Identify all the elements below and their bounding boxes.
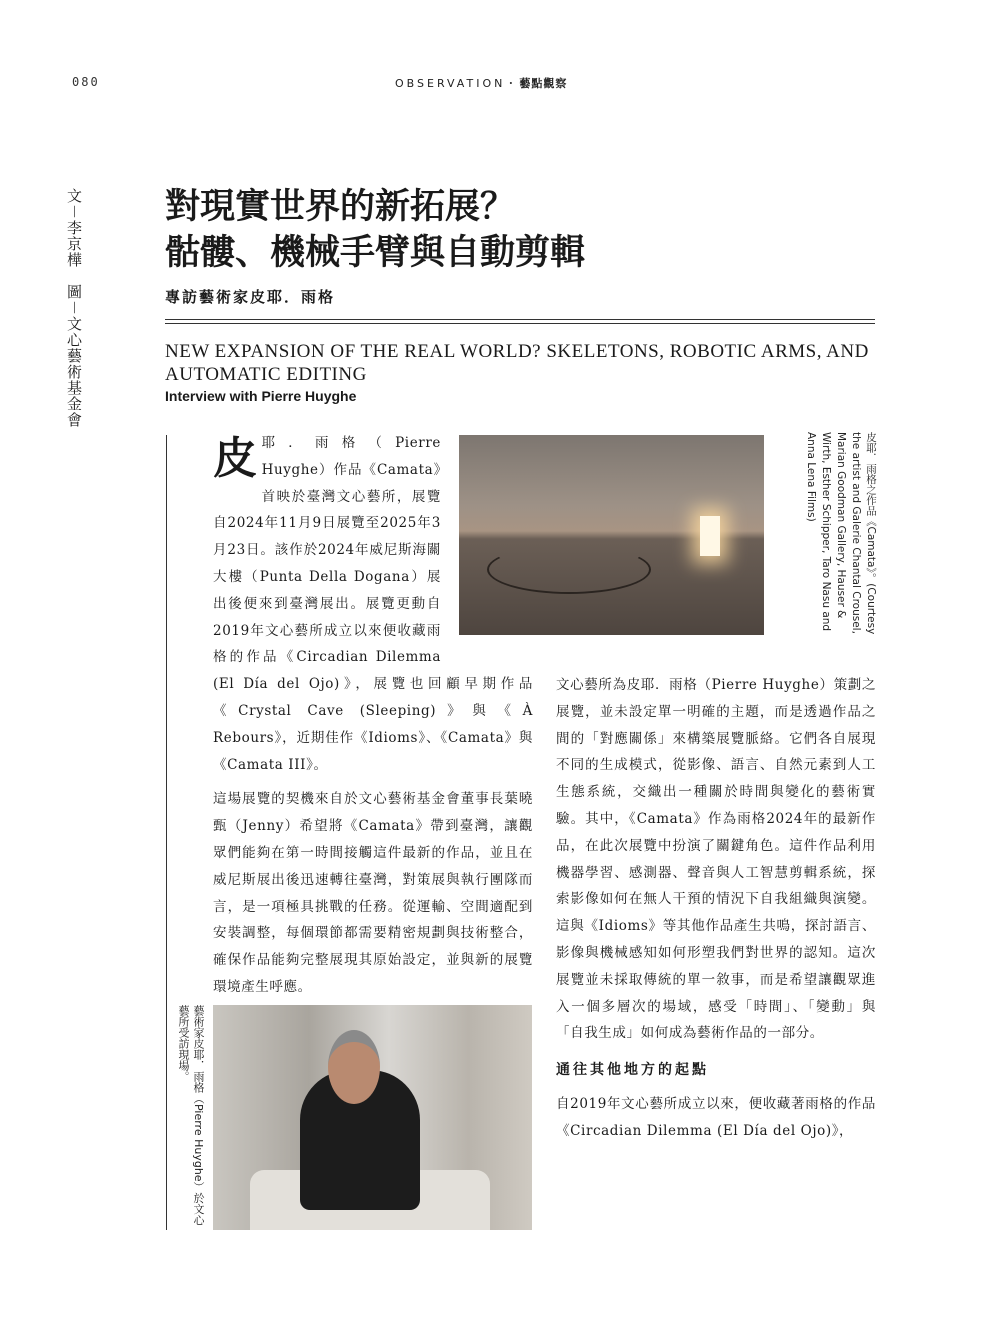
paragraph: 自2019年文心藝所成立以來，便收藏著雨格的作品《Circadian Dilemma (El Día del Ojo)》， xyxy=(556,1096,876,1139)
page-number: 080 xyxy=(72,75,100,89)
title-line-2: 骷髏、機械手臂與自動剪輯 xyxy=(165,232,586,273)
right-column xyxy=(556,672,876,1153)
article-subtitle: 專訪藝術家皮耶．雨格 xyxy=(165,288,336,306)
paragraph-text: 耶．雨格（Pierre Huyghe）作品《Camata》首映於臺灣文心藝所，展覽自2024年11月9日展覽至2025年3月23日。該作於2024年威尼斯海關大樓（Punta Della Dogana）展出後便來到臺灣展出。展覽更動自2019年文心藝所成立以來便收藏雨格的作品《Circadian Dilemma (El Día del Ojo)》，展覽也回顧早期作品《Crystal Cave (Sleeping)》與《À Rebours》，近期佳作《Idioms》、《Camata》與《Camata III》。 xyxy=(213,435,533,773)
running-header xyxy=(395,75,567,91)
section-en: OBSERVATION・ xyxy=(395,77,520,90)
paragraph: 這場展覽的契機來自於文心藝術基金會董事長葉曉甄（Jenny）希望將《Camata》帶到臺灣，讓觀眾們能夠在第一時間接觸這件最新的作品，並且在威尼斯展出後迅速轉往臺灣，對策展與執行團隊而言，是一項極具挑戰的任務。從運輸、空間適配到安裝調整，每個環節都需要精密規劃與技術整合，確保作品能夠完整展現其原始設定，並與新的展覽環境產生呼應。 xyxy=(213,791,533,995)
english-title: NEW EXPANSION OF THE REAL WORLD? SKELETONS, ROBOTIC ARMS, AND AUTOMATIC EDITING xyxy=(165,341,869,385)
photo1-caption: 皮耶．雨格之作品《Camata》。(Courtesy the artist and Galerie Chantal Crousel, Marian Goodman Gallery, Hauser & Wirth, Esther Schipper, Taro Nasu and Anna Lena Films) xyxy=(805,432,877,635)
photo-robot-structure xyxy=(487,545,651,594)
article-title xyxy=(165,184,585,276)
column-rule xyxy=(166,435,167,1230)
photo2-caption: 藝術家皮耶．雨格（Pierre Huyghe）於文心藝所受訪現場。 xyxy=(177,1005,205,1226)
title-divider xyxy=(165,319,875,324)
paragraph: 文心藝所為皮耶．雨格（Pierre Huyghe）策劃之展覽，並未設定單一明確的主題，而是透過作品之間的「對應關係」來構築展覽脈絡。它們各自展現不同的生成模式，從影像、語言、自然元素到人工生態系統，交織出一種關於時間與變化的藝術實驗。其中，《Camata》作為雨格2024年的最新作品，在此次展覽中扮演了關鍵角色。這件作品利用機器學習、感測器、聲音與人工智慧剪輯系統，探索影像如何在無人干預的情況下自我組織與演變。這與《Idioms》等其他作品產生共鳴，探討語言、影像與機械感知如何形塑我們對世界的認知。這次展覽並未採取傳統的單一敘事，而是希望讓觀眾進入一個多層次的場域，感受「時間」、「變動」與「自我生成」如何成為藝術作品的一部分。 xyxy=(556,677,876,1042)
drop-cap: 皮 xyxy=(213,433,258,484)
section-heading: 通往其他地方的起點 xyxy=(556,1062,709,1079)
section-zh: 藝點觀察 xyxy=(519,77,568,90)
photo-light-panel xyxy=(700,516,720,556)
english-subtitle: Interview with Pierre Huyghe xyxy=(165,388,357,404)
title-line-1: 對現實世界的新拓展？ xyxy=(165,186,516,227)
author-credit: 文－李京樺 圖－文心藝術基金會 xyxy=(65,188,83,429)
photo-person-head xyxy=(328,1030,380,1104)
